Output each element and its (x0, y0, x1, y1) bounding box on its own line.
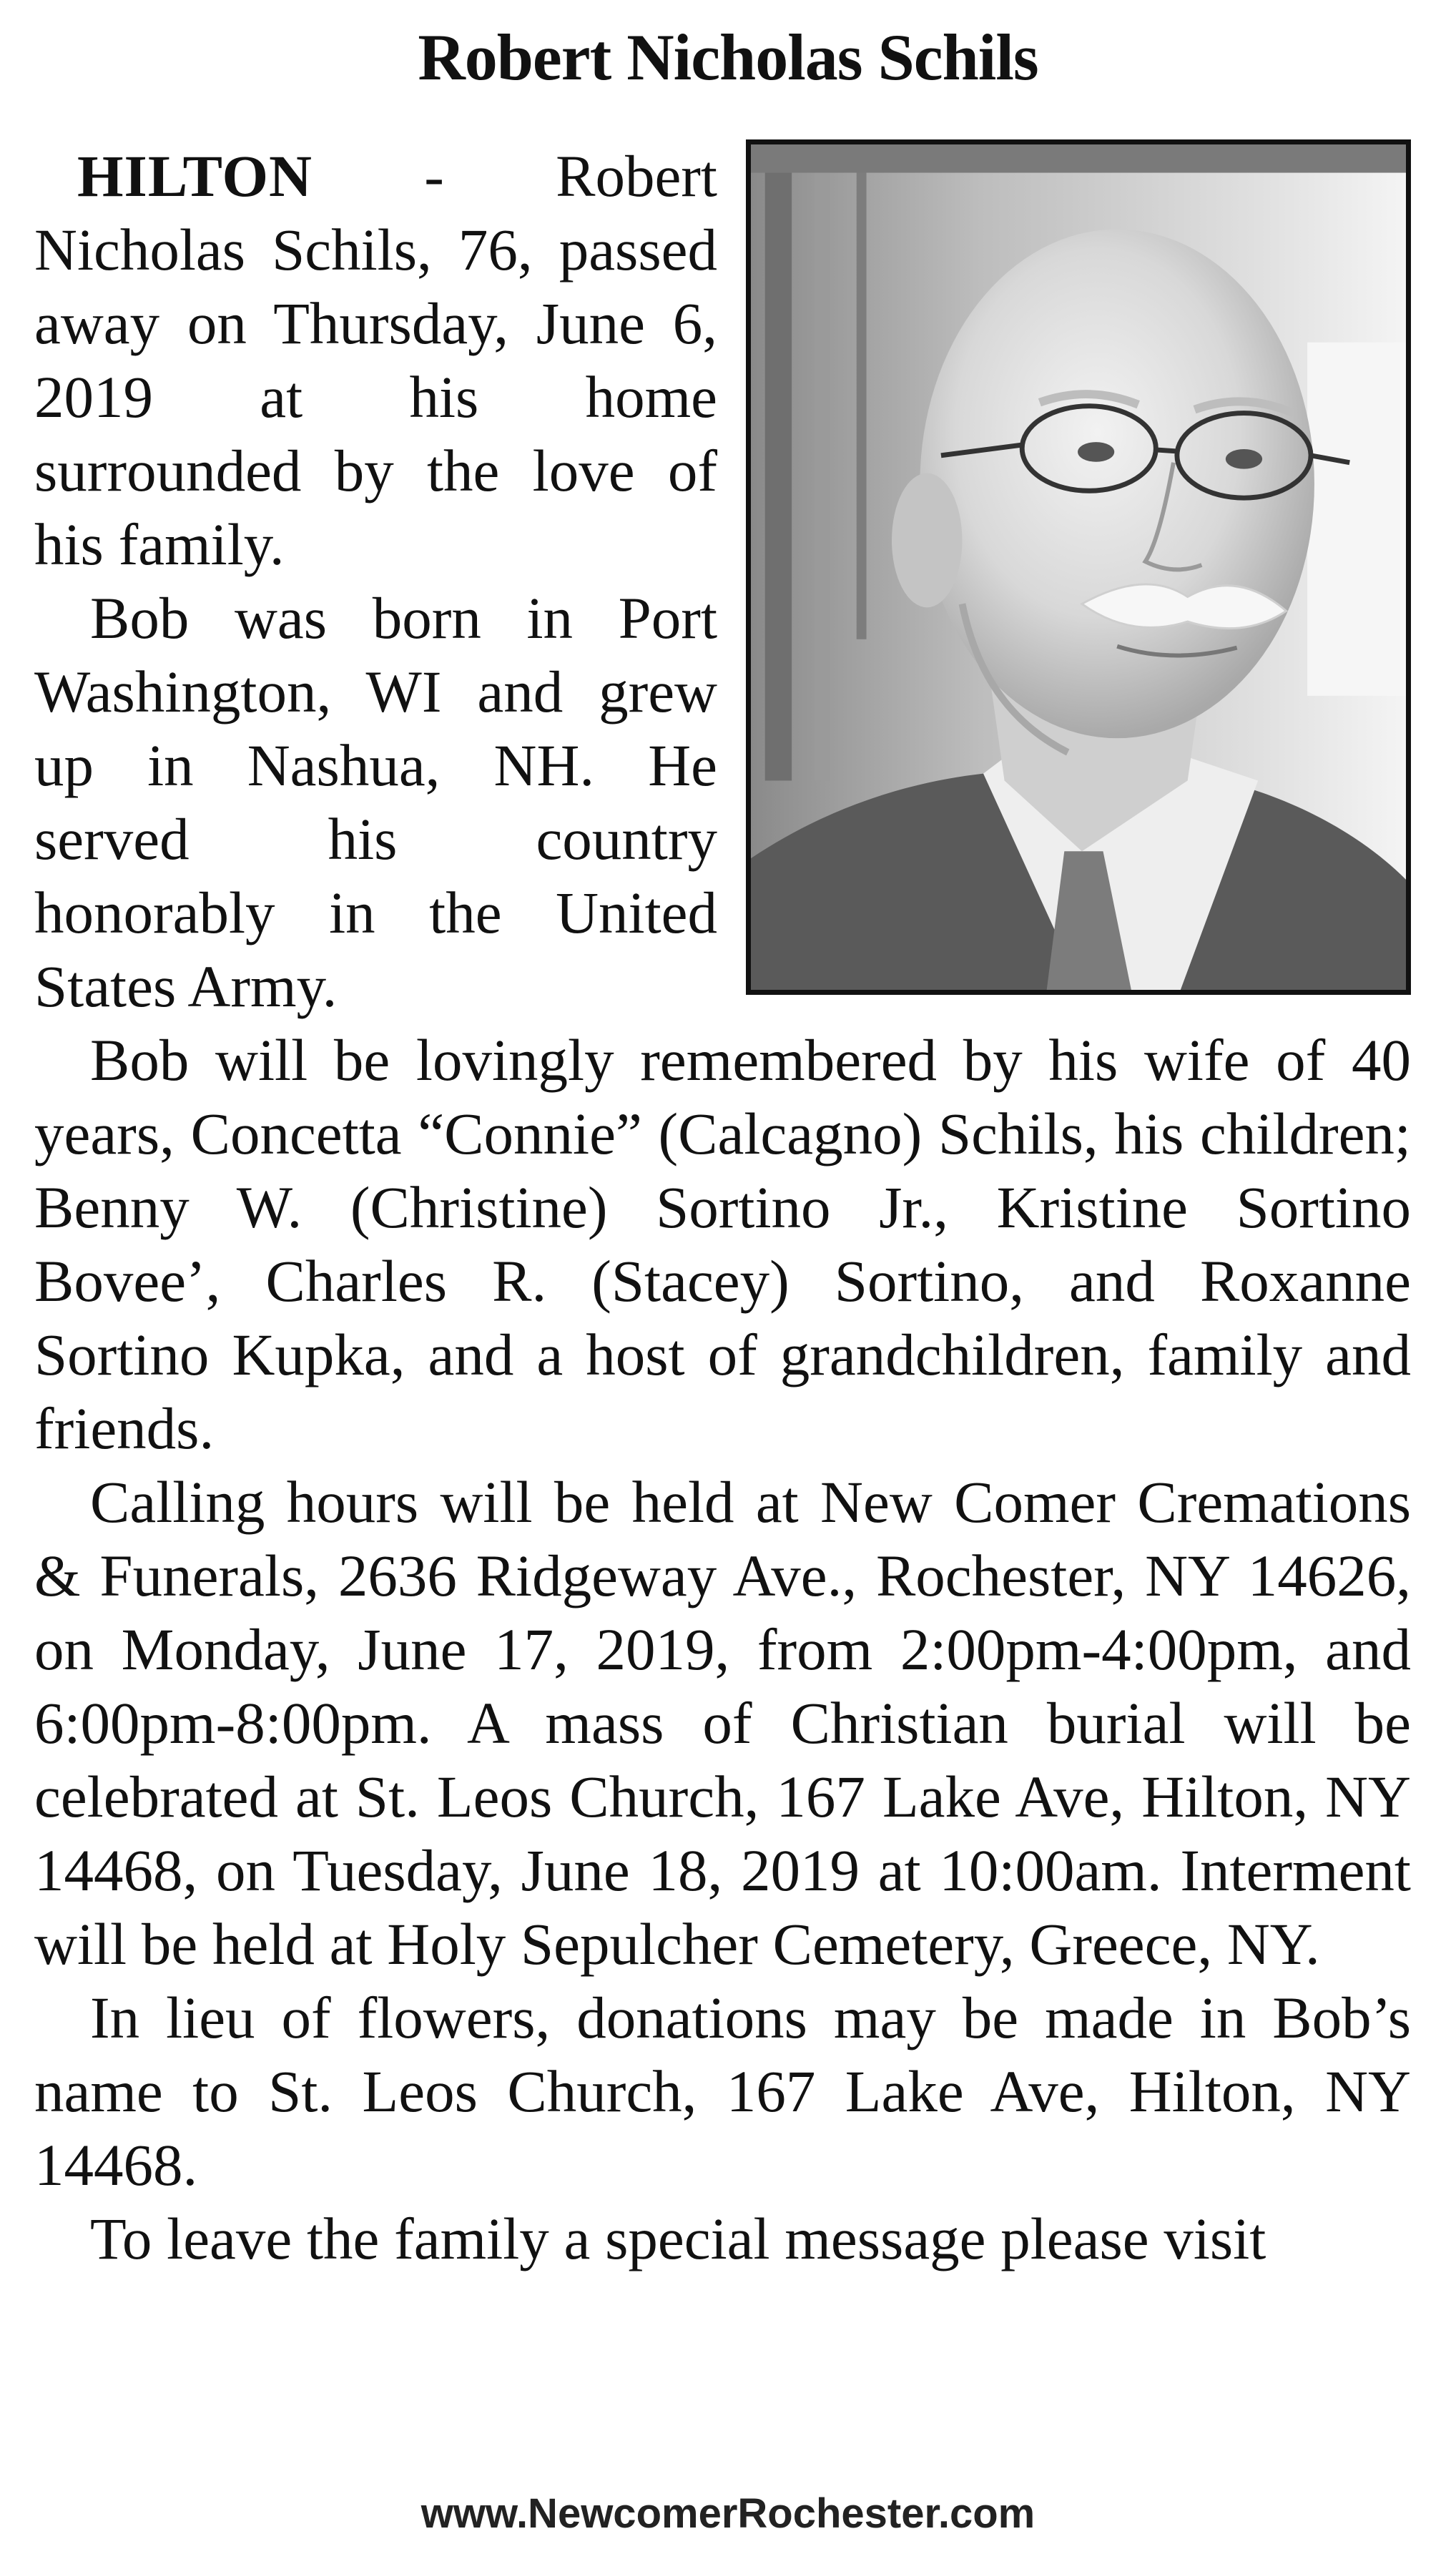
obituary-title: Robert Nicholas Schils (418, 21, 1038, 94)
paragraph-2: Bob was born in Port Washington, WI and grew up in Nashua, NH. He served his country honorably in the United States Army. (34, 585, 717, 1019)
website-url: www.NewcomerRochester.com (420, 2490, 1036, 2537)
dateline: HILTON (77, 143, 313, 209)
paragraph-5: In lieu of flowers, donations may be made in Bob’s name to St. Leos Church, 167 Lake Ave, Hilton, NY 14468. (34, 1985, 1411, 2198)
paragraph-6: To leave the family a special message please visit (90, 2206, 1266, 2271)
paragraph-4: Calling hours will be held at New Comer Cremations & Funerals, 2636 Ridgeway Ave., Rochester, NY 14626, on Monday, June 17, 2019, from 2:00pm-4:00pm, and 6:00pm-8:00pm. A mass of Christian burial will be celebrated at St. Leos Church, 167 Lake Ave, Hilton, NY 14468, on Tuesday, June 18, 2019 at 10:00am. Interment will be held at Holy Sepulcher Cemetery, Greece, NY. (34, 1469, 1411, 1977)
portrait-illustration (751, 144, 1406, 990)
paragraph-3: Bob will be lovingly remembered by his wife of 40 years, Concetta “Connie” (Calcagno) Schils, his children; Benny W. (Christine) Sortino Jr., Kristine Sortino Bovee’, Charles R. (Stacey) Sortino, and Roxanne Sortino Kupka, and a host of grandchildren, family and friends. (34, 1027, 1411, 1461)
obituary-body (34, 139, 1411, 2276)
paragraph-1-text: - Robert Nicholas Schils, 76, passed away on Thursday, June 6, 2019 at his home surrounded by the love of his family. (34, 143, 717, 577)
portrait-photo (746, 139, 1411, 995)
